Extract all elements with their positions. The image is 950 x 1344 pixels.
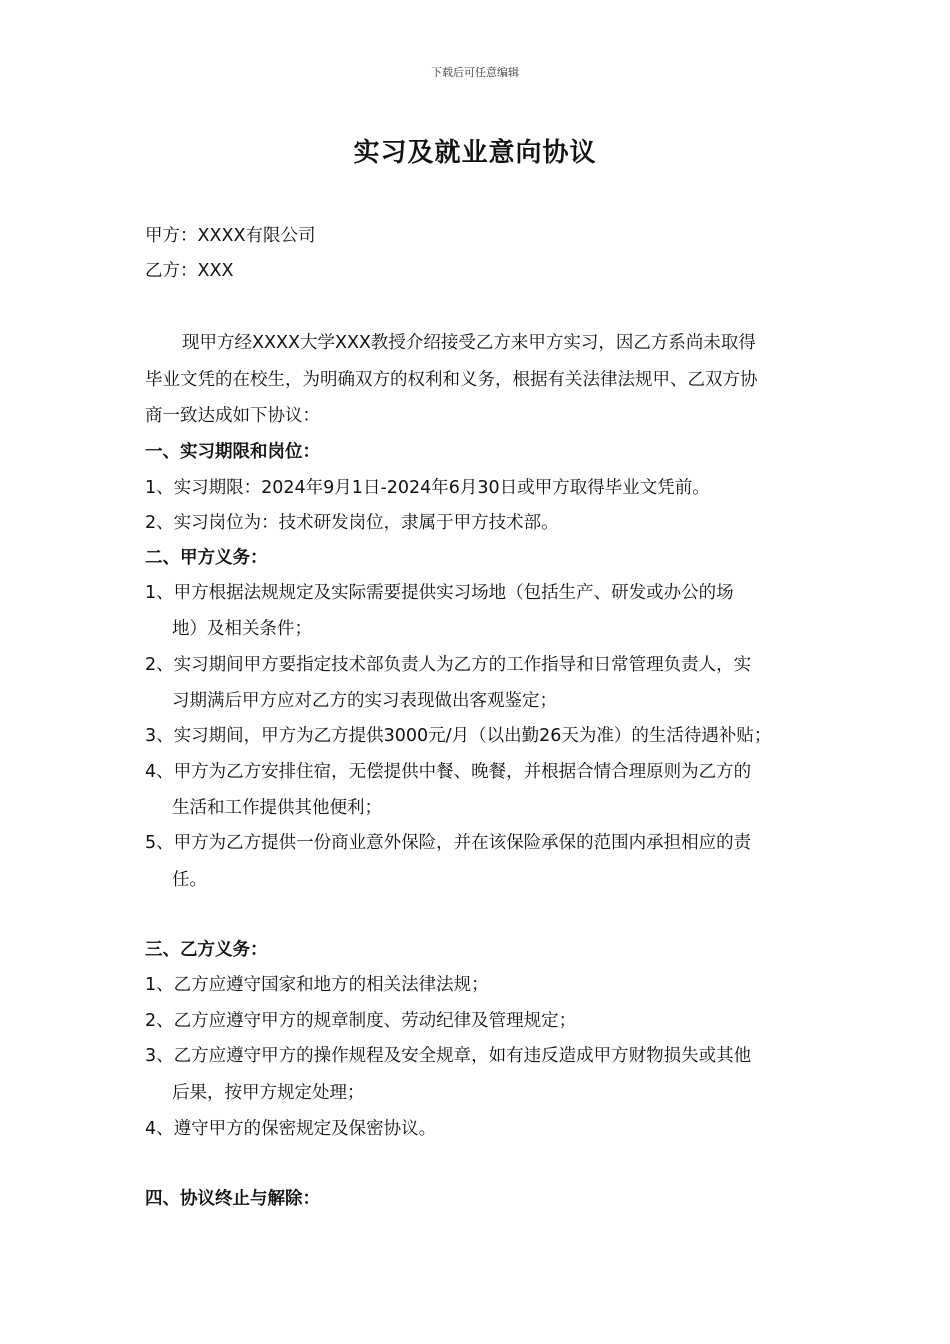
section-heading-termination: 四、协议终止与解除： bbox=[145, 1189, 320, 1209]
section-heading-party-b-obligations: 三、乙方义务： bbox=[145, 940, 268, 960]
clause-line: 4、遵守甲方的保密规定及保密协议。 bbox=[145, 1119, 437, 1139]
clause-line: 3、实习期间，甲方为乙方提供3000元/月（以出勤26天为准）的生活待遇补贴； bbox=[145, 726, 772, 746]
party-b: 乙方：XXX bbox=[145, 261, 234, 281]
clause-line: 2、实习期间甲方要指定技术部负责人为乙方的工作指导和日常管理负责人，实 bbox=[145, 655, 752, 675]
document-title: 实习及就业意向协议 bbox=[353, 138, 597, 168]
intro-line: 商一致达成如下协议： bbox=[145, 406, 320, 426]
clause-line: 2、乙方应遵守甲方的规章制度、劳动纪律及管理规定； bbox=[145, 1011, 577, 1031]
clause-line: 5、甲方为乙方提供一份商业意外保险，并在该保险承保的范围内承担相应的责 bbox=[145, 833, 752, 853]
clause-line: 后果，按甲方规定处理； bbox=[172, 1083, 365, 1103]
clause-line: 习期满后甲方应对乙方的实习表现做出客观鉴定； bbox=[172, 691, 557, 711]
intro-line: 毕业文凭的在校生，为明确双方的权利和义务，根据有关法律法规甲、乙双方协 bbox=[145, 370, 758, 390]
clause-line: 1、甲方根据法规规定及实际需要提供实习场地（包括生产、研发或办公的场 bbox=[145, 583, 734, 603]
section-heading-internship-period: 一、实习期限和岗位： bbox=[145, 442, 320, 462]
section-heading-party-a-obligations: 二、甲方义务： bbox=[145, 548, 268, 568]
intro-line: 现甲方经XXXX大学XXX教授介绍接受乙方来甲方实习，因乙方系尚未取得 bbox=[182, 333, 756, 353]
clause-line: 1、实习期限：2024年9月1日-2024年6月30日或甲方取得毕业文凭前。 bbox=[145, 478, 710, 498]
clause-line: 1、乙方应遵守国家和地方的相关法律法规； bbox=[145, 975, 489, 995]
clause-line: 生活和工作提供其他便利； bbox=[172, 798, 382, 818]
clause-line: 4、甲方为乙方安排住宿，无偿提供中餐、晚餐，并根据合情合理原则为乙方的 bbox=[145, 762, 752, 782]
header-note: 下载后可任意编辑 bbox=[431, 66, 519, 79]
clause-line: 任。 bbox=[172, 870, 207, 890]
clause-line: 2、实习岗位为：技术研发岗位，隶属于甲方技术部。 bbox=[145, 513, 559, 533]
clause-line: 3、乙方应遵守甲方的操作规程及安全规章，如有违反造成甲方财物损失或其他 bbox=[145, 1046, 752, 1066]
party-a: 甲方：XXXX有限公司 bbox=[145, 226, 316, 246]
clause-line: 地）及相关条件； bbox=[172, 619, 312, 639]
